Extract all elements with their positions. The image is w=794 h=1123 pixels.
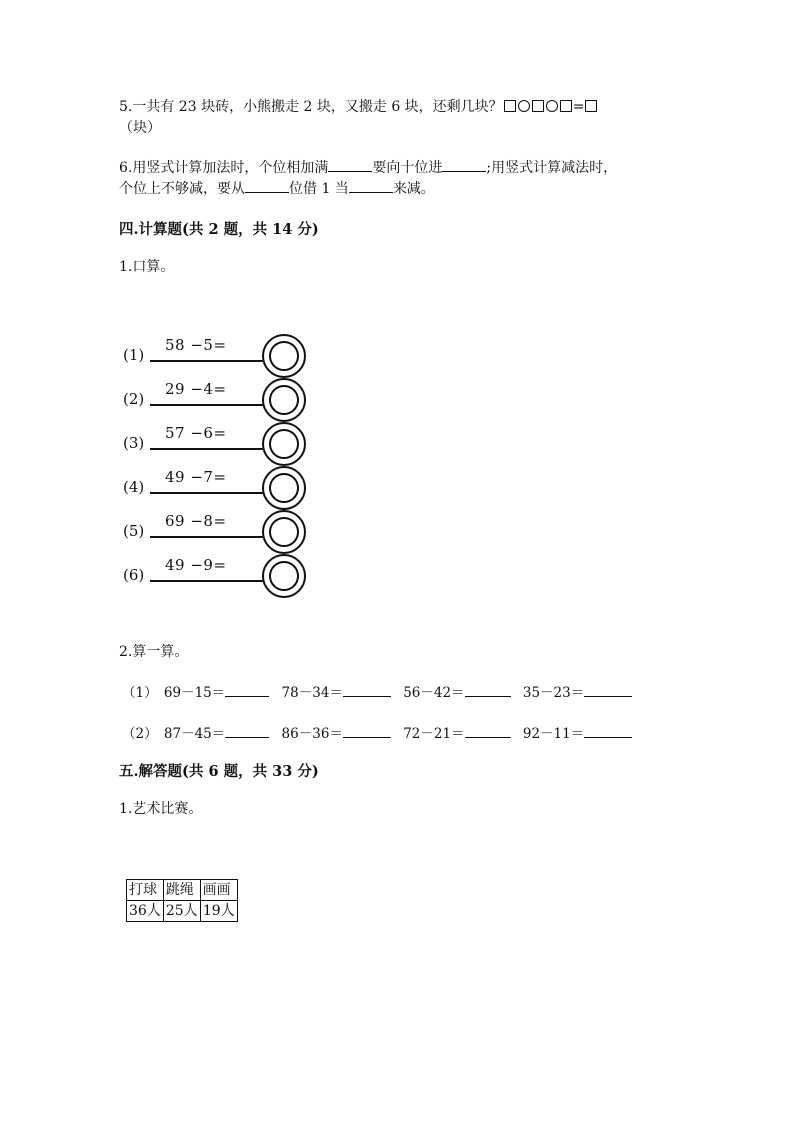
oral-row-1 [120,334,320,378]
calc-title: 2.算一算。 [119,644,189,660]
oral-row-3 [120,422,320,466]
question-6-text-a: 6.用竖式计算加法时，个位相加满 [119,160,329,176]
answer-blank[interactable] [343,682,391,697]
row-number: (4) [123,478,145,496]
question-6-line2 [119,178,435,199]
row-number: （1） [122,685,158,701]
row-number: （2） [122,726,158,742]
question-6-line1 [119,157,617,178]
oral-title: 1.口算。 [119,259,175,275]
answer-circle[interactable] [262,378,306,422]
answer-blank[interactable] [225,723,269,738]
expression: 29 −4= [165,380,227,398]
expression: 57 −6= [165,424,227,442]
question-6-text-d: 个位上不够减，要从 [119,181,245,197]
equation-boxes: = [503,99,599,115]
expression: 72－21＝ [403,726,465,742]
row-number: (6) [123,566,145,584]
answer-circle[interactable] [262,466,306,510]
question-5 [119,97,598,117]
oral-row-2 [120,378,320,422]
question-6-text-b: 要向十位进 [372,160,443,176]
expression: 69－15＝ [163,685,226,701]
question-6-text-e: 位借 1 当 [289,181,349,197]
oral-row-6 [120,554,320,598]
calc-row-2 [122,722,632,742]
answer-blank[interactable] [465,682,511,697]
answer-circle[interactable] [262,334,306,378]
expression: 49 −7= [165,468,227,486]
expression: 78－34＝ [281,685,343,701]
expression: 49 −9= [165,556,227,574]
row-number: (5) [123,522,145,540]
answer-blank[interactable] [225,682,269,697]
answer-circle[interactable] [262,510,306,554]
expression: 35－23＝ [522,685,585,701]
table-header-cell: 打球 [127,880,164,901]
answer-blank[interactable] [442,157,486,172]
art-table [126,879,238,922]
row-number: (1) [123,346,145,364]
question-6-text-f: 来减。 [392,181,435,197]
answer-blank[interactable] [328,157,372,172]
question-6-text-c: ;用竖式计算减法时， [486,160,618,176]
answer-blank[interactable] [584,682,632,697]
answer-blank[interactable] [465,723,511,738]
answer-blank[interactable] [245,178,289,193]
oral-row-5 [120,510,320,554]
table-row [127,901,238,922]
table-cell: 25人 [163,901,200,922]
oral-row-4 [120,466,320,510]
row-number: (3) [123,434,145,452]
expression: 86－36＝ [281,726,343,742]
answer-blank[interactable] [349,178,393,193]
answer-blank[interactable] [343,723,391,738]
calc-row-1 [122,681,632,701]
question-5-unit: （块） [119,120,161,136]
answer-blank[interactable] [584,723,632,738]
question-5-text: 5.一共有 23 块砖，小熊搬走 2 块，又搬走 6 块，还剩几块？ [119,99,503,115]
expression: 58 −5= [165,336,227,354]
expression: 92－11＝ [522,726,585,742]
expression: 69 −8= [165,512,227,530]
art-title: 1.艺术比赛。 [119,801,203,817]
answer-circle[interactable] [262,554,306,598]
table-cell: 19人 [200,901,237,922]
expression: 87－45＝ [163,726,226,742]
table-header-cell: 跳绳 [163,880,200,901]
section-5-title: 五.解答题(共 6 题，共 33 分) [119,763,319,780]
table-cell: 36人 [127,901,164,922]
row-number: (2) [123,390,145,408]
expression: 56－42＝ [403,685,465,701]
section-4-title: 四.计算题(共 2 题，共 14 分) [119,221,319,238]
table-header-cell: 画画 [200,880,237,901]
answer-circle[interactable] [262,422,306,466]
table-header-row [127,880,238,901]
